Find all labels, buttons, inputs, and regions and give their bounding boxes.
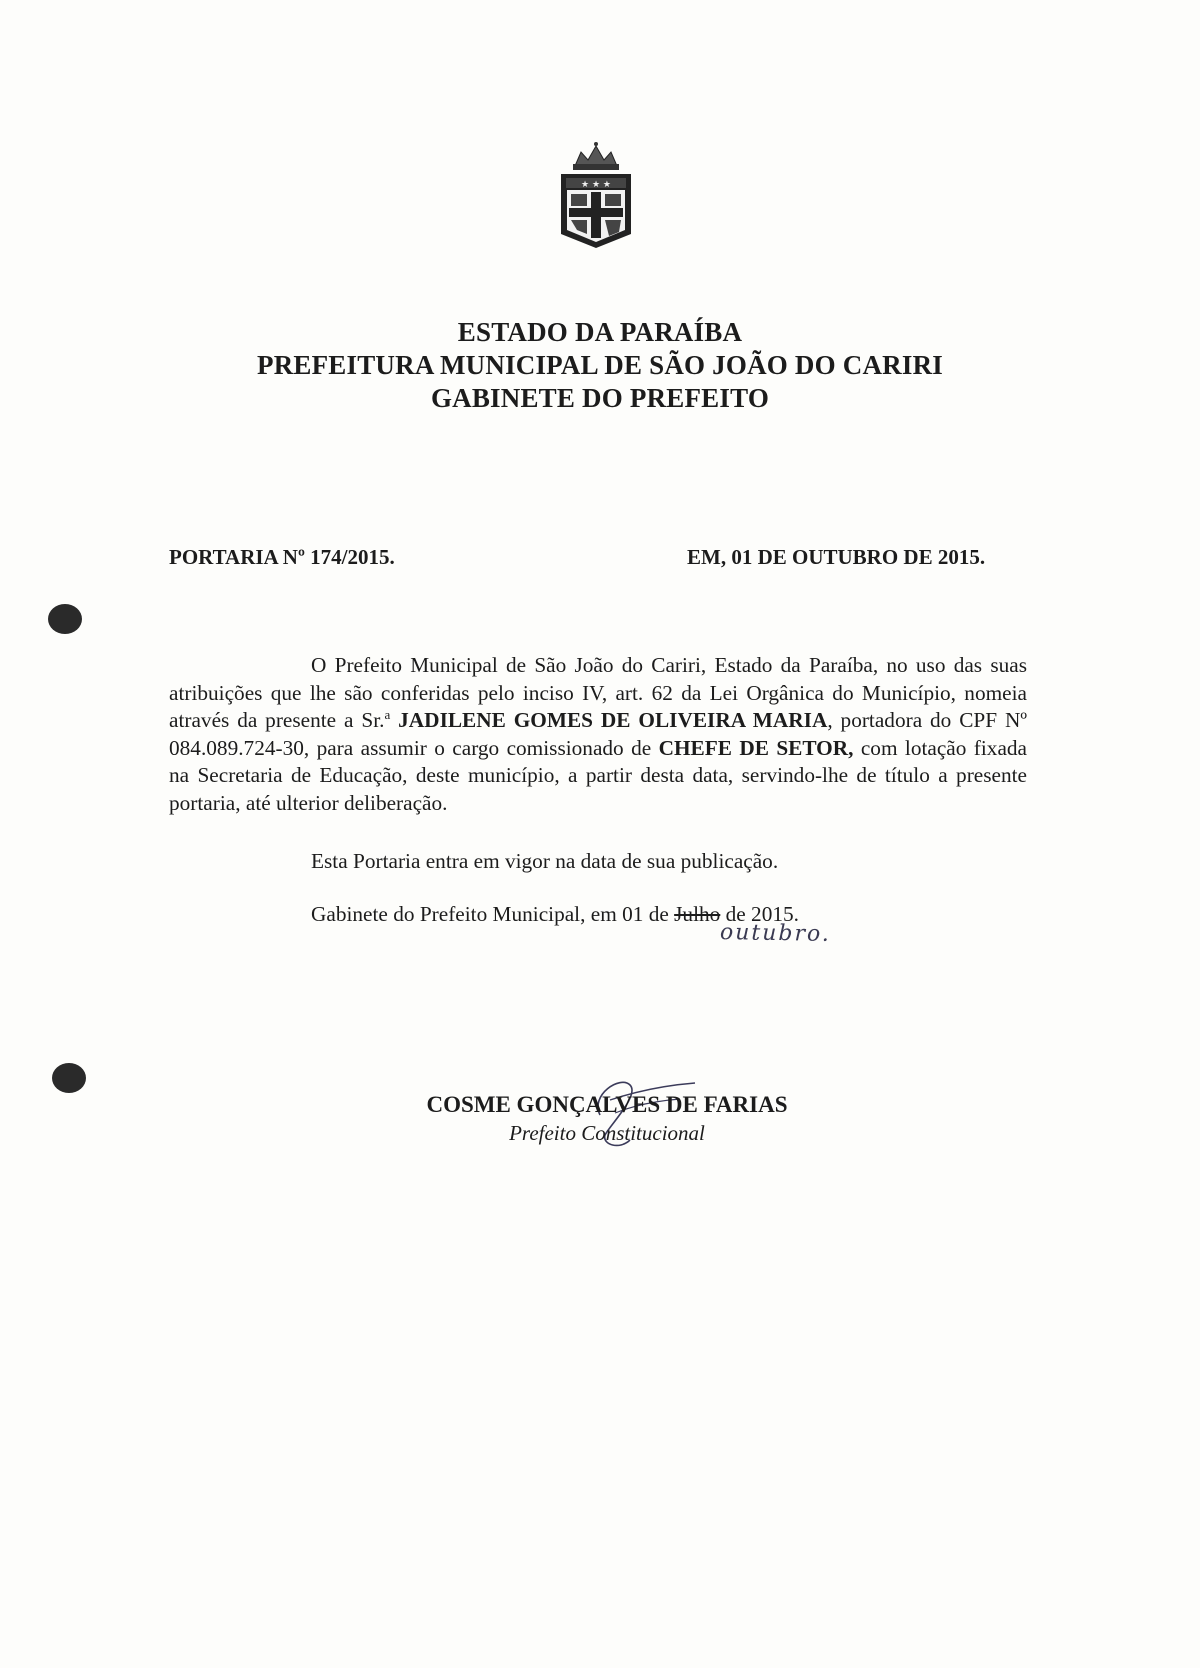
appointee-name: JADILENE GOMES DE OLIVEIRA MARIA xyxy=(398,708,828,732)
main-paragraph xyxy=(169,652,1027,817)
struck-month: Julho xyxy=(674,902,721,926)
signatory-title xyxy=(0,1121,1200,1146)
document-header xyxy=(0,316,1200,415)
portaria-number: PORTARIA Nº 174/2015. xyxy=(169,545,395,569)
paragraph-intro: O Prefeito Municipal de São João do Cariri, Estado da Paraíba, no uso das suas atribuições que lhe são conferidas pelo inciso IV, art. 62 da Lei Orgânica do Município, nomeia através da presente a Sr. xyxy=(169,653,1027,732)
paragraph-middle: , portadora do CPF Nº 084.089.724-30, para assumir o cargo comissionado de xyxy=(169,708,1027,760)
portaria-date: EM, 01 DE OUTUBRO DE 2015. xyxy=(687,545,986,569)
header-state: ESTADO DA PARAÍBA xyxy=(457,317,743,347)
paragraph-end: com lotação fixada na Secretaria de Educação, deste município, a partir desta data, servindo-lhe de título a presente portaria, até ulterior deliberação. xyxy=(169,735,1027,815)
coat-of-arms-icon xyxy=(553,138,639,250)
effective-paragraph: Esta Portaria entra em vigor na data de sua publicação. xyxy=(311,849,779,873)
header-prefecture: PREFEITURA MUNICIPAL DE SÃO JOÃO DO CARIRI xyxy=(257,350,943,380)
paragraph-superscript: a xyxy=(384,706,391,722)
signatory-name xyxy=(0,1092,1200,1118)
signatory-name-text: COSME GONÇALVES DE FARIAS xyxy=(426,1092,788,1117)
handwritten-correction: outubro. xyxy=(719,920,832,947)
appointed-role: CHEFE DE SETOR, xyxy=(658,735,854,760)
signatory-title-text: Prefeito Constitucional xyxy=(509,1121,705,1145)
closing-end: de 2015. xyxy=(725,902,799,926)
closing-start: Gabinete do Prefeito Municipal, em 01 de xyxy=(311,902,669,926)
header-office: GABINETE DO PREFEITO xyxy=(430,383,770,413)
svg-text:★ ★ ★: ★ ★ ★ xyxy=(581,180,611,190)
punch-hole-top xyxy=(48,604,82,634)
punch-hole-bottom xyxy=(52,1063,86,1093)
